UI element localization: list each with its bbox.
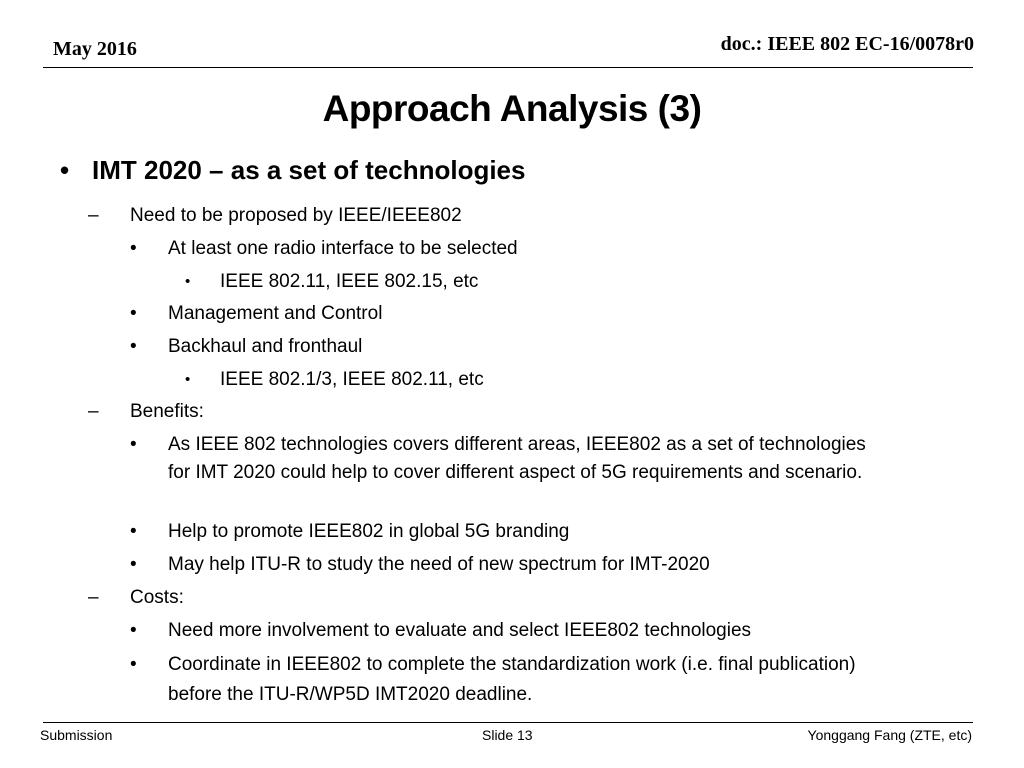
- list-item-text: Benefits:: [130, 401, 204, 422]
- header-doc-id: doc.: IEEE 802 EC-16/0078r0: [720, 33, 974, 55]
- list-item-text: Coordinate in IEEE802 to complete the standardization work (i.e. final publication) before the ITU-R/WP5D IMT2020 deadline.: [168, 654, 856, 705]
- bullet-marker: •: [130, 336, 137, 357]
- bullet-marker: •: [130, 554, 137, 575]
- list-item-text: Need to be proposed by IEEE/IEEE802: [130, 205, 462, 226]
- slide-title: Approach Analysis (3): [322, 88, 702, 129]
- bullet-marker: •: [130, 434, 137, 455]
- bullet-marker: •: [130, 654, 137, 675]
- footer-author: Yonggang Fang (ZTE, etc): [807, 727, 972, 743]
- list-item-text: Costs:: [130, 587, 184, 608]
- list-item-text: IEEE 802.1/3, IEEE 802.11, etc: [220, 369, 484, 390]
- dash-marker: –: [88, 401, 99, 422]
- footer-submission: Submission: [40, 727, 113, 743]
- list-item-text: Help to promote IEEE802 in global 5G branding: [168, 521, 570, 542]
- list-item-text: Need more involvement to evaluate and select IEEE802 technologies: [168, 620, 752, 641]
- header-divider: [43, 67, 973, 68]
- footer-divider: [43, 722, 973, 723]
- list-item-text: May help ITU-R to study the need of new spectrum for IMT-2020: [168, 554, 710, 575]
- list-item-text: At least one radio interface to be selected: [168, 238, 518, 259]
- bullet-marker: •: [130, 303, 137, 324]
- list-item-text: As IEEE 802 technologies covers different areas, IEEE802 as a set of technologies for IMT 2020 could help to cover different aspect of 5G requirements and scenario.: [168, 434, 866, 483]
- dash-marker: –: [88, 587, 99, 608]
- footer-slide-number: Slide 13: [482, 727, 533, 743]
- bullet-marker: •: [60, 155, 70, 185]
- list-item-text: IEEE 802.11, IEEE 802.15, etc: [220, 271, 479, 292]
- dash-marker: –: [88, 205, 99, 226]
- bullet-marker: •: [130, 620, 137, 641]
- bullet-marker: •: [130, 521, 137, 542]
- bullet-marker: •: [185, 273, 191, 290]
- list-item-text: Management and Control: [168, 303, 383, 324]
- bullet-marker: •: [130, 238, 137, 259]
- header-date: May 2016: [53, 38, 137, 60]
- list-item-text: Backhaul and fronthaul: [168, 336, 363, 357]
- bullet-text: IMT 2020 – as a set of technologies: [92, 155, 526, 185]
- bullet-marker: •: [185, 371, 191, 388]
